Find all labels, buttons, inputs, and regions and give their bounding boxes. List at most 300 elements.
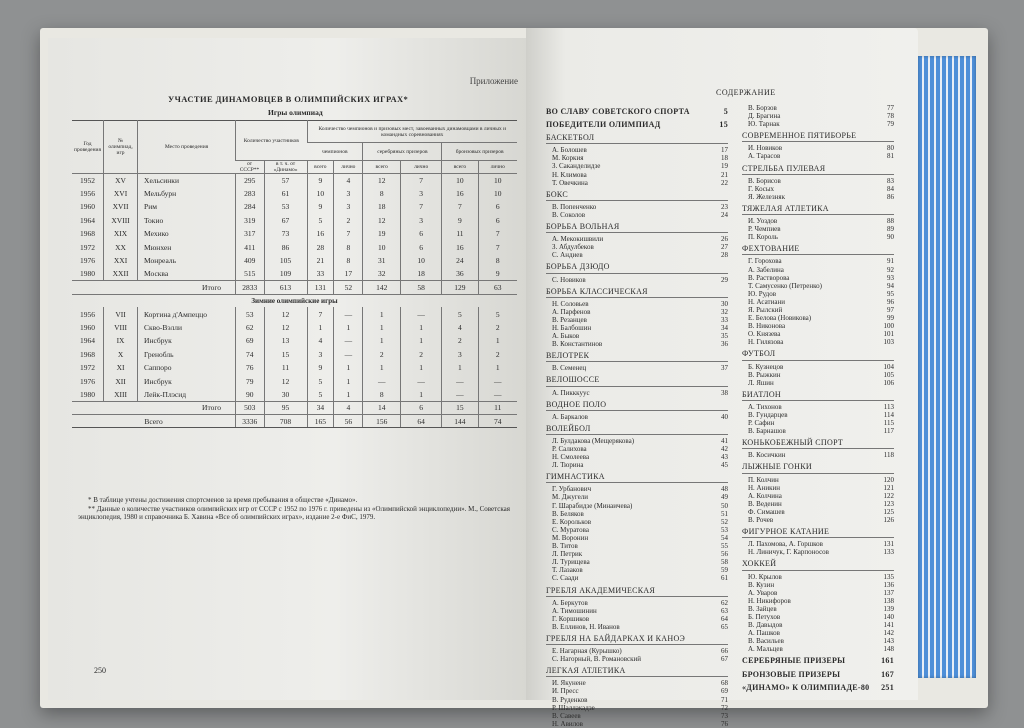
contents-entry: В. Резанцев 33	[552, 315, 728, 324]
table-cell: 317	[236, 227, 265, 240]
table-cell: 1960	[80, 322, 96, 332]
table-cell: —	[334, 348, 363, 361]
table-cell: Инсбрук	[138, 374, 236, 387]
table-cell: 7	[442, 200, 478, 213]
contents-entry: В. Зайцев 139	[748, 604, 894, 613]
table-row	[72, 307, 517, 320]
contents-section: ВЕЛОТРЕК	[546, 352, 728, 362]
contents-entry: А. Забелина 92	[748, 265, 894, 274]
left-page	[48, 38, 526, 700]
table-cell: 1972	[80, 242, 96, 252]
table-cell: Рим	[138, 200, 236, 213]
table-cell: XI	[104, 361, 138, 374]
table-cell: —	[400, 374, 441, 387]
contents-entry: Г. Коршиков 64	[552, 614, 728, 623]
table-cell: 2	[478, 321, 517, 334]
contents-entry: В. Растворова 93	[748, 273, 894, 282]
table-cell: 3	[307, 348, 334, 361]
table-cell: 515	[236, 267, 265, 280]
table-cell: 74	[236, 348, 265, 361]
total-label: Итого	[72, 401, 236, 414]
contents-entry: А. Быков 35	[552, 332, 728, 341]
table-cell: 79	[236, 374, 265, 387]
table-cell: 1	[363, 307, 401, 320]
contents-section: ГРЕБЛЯ АКАДЕМИЧЕСКАЯ	[546, 587, 728, 597]
table-cell: 8	[334, 240, 363, 253]
table-cell: 12	[264, 321, 307, 334]
table-row	[72, 388, 517, 401]
table-cell: 5	[307, 214, 334, 227]
table-cell: 67	[264, 214, 307, 227]
footnote-1: * В таблице учтены достижения спортсменов за время пребывания в обществе «Динамо».	[88, 496, 358, 504]
contents-entry: С. Саади 61	[552, 574, 728, 583]
table-cell: 30	[264, 388, 307, 401]
contents-entry: В. Соколов 24	[552, 210, 728, 219]
table-cell: 3	[400, 187, 441, 200]
contents-entry: С. Новиков 29	[552, 275, 728, 284]
contents-entry: Г. Косых 84	[748, 184, 894, 193]
contents-entry: Н. Асатиани 96	[748, 297, 894, 306]
table-cell: 57	[264, 174, 307, 187]
contents-entry: И. Новиков 80	[748, 144, 894, 153]
table-cell: 4	[442, 321, 478, 334]
table-cell: 3	[442, 348, 478, 361]
contents-entry: В. Кузин 136	[748, 580, 894, 589]
table-cell: 86	[264, 240, 307, 253]
contents-entry: П. Колчин 120	[748, 475, 894, 484]
table-cell: 2	[363, 348, 401, 361]
contents-entry: А. Уваров 137	[748, 588, 894, 597]
table-cell: 105	[264, 254, 307, 267]
table-cell: 503	[236, 401, 265, 414]
table-cell: 7	[307, 307, 334, 320]
contents-entry: А. Пашков 142	[748, 629, 894, 638]
table-cell: 1	[400, 321, 441, 334]
contents-entry: М. Коркия 18	[552, 154, 728, 163]
contents-section: БРОНЗОВЫЕ ПРИЗЕРЫ 167	[742, 669, 894, 679]
contents-entry: А. Мальцев 148	[748, 645, 894, 654]
table-cell: 2	[442, 334, 478, 347]
contents-section: КОНЬКОБЕЖНЫЙ СПОРТ	[742, 439, 894, 449]
table-cell: 284	[236, 200, 265, 213]
contents-entry: З. Саканделидзе 19	[552, 162, 728, 171]
table-cell: 3	[334, 187, 363, 200]
table-row	[72, 374, 517, 387]
contents-entry: Н. Гилязова 103	[748, 338, 894, 347]
table-cell: 4	[334, 174, 363, 187]
table-cell: 24	[442, 254, 478, 267]
table-cell: 11	[442, 227, 478, 240]
table-cell: 18	[400, 267, 441, 280]
table-cell: 32	[363, 267, 401, 280]
table-cell: Мехико	[138, 227, 236, 240]
header-from-ussr: от СССР**	[236, 161, 265, 174]
contents-entry: Р. Шаллакадзе 72	[552, 703, 728, 712]
contents-section: БОРЬБА ДЗЮДО	[546, 263, 728, 273]
contents-entry: А. Пикккуус 38	[552, 388, 728, 397]
contents-entry: П. Король 90	[748, 233, 894, 242]
contents-entry: В. Косичкин 118	[748, 451, 894, 460]
contents-section: ФЕХТОВАНИЕ	[742, 245, 894, 255]
contents-entry: Я. Железняк 86	[748, 192, 894, 201]
table-cell: 1	[400, 388, 441, 401]
table-cell: 5	[307, 388, 334, 401]
contents-section: «ДИНАМО» К ОЛИМПИАДЕ-80 251	[742, 682, 894, 692]
contents-entry: В. Руденков 71	[552, 695, 728, 704]
contents-entry: Е. Белова (Новикова) 99	[748, 314, 894, 323]
table-cell: 2	[478, 348, 517, 361]
contents-entry: И. Уоздов 88	[748, 217, 894, 226]
header-year: Год проведения	[72, 121, 104, 174]
table-cell: 142	[363, 281, 401, 294]
contents-entry: Б. Кузнецов 104	[748, 362, 894, 371]
table-cell: 1	[334, 388, 363, 401]
table-cell: XX	[104, 240, 138, 253]
contents-entry: Р. Сафин 115	[748, 419, 894, 428]
table-cell: XXI	[104, 254, 138, 267]
table-cell: 8	[478, 254, 517, 267]
table-cell: 1968	[80, 229, 96, 239]
total-label: Всего	[72, 415, 236, 428]
contents-section: ЛЕГКАЯ АТЛЕТИКА	[546, 667, 728, 677]
contents-entry: В. Еллинов, Н. Иванов 65	[552, 622, 728, 631]
table-cell: 165	[307, 415, 334, 428]
table-cell: 10	[478, 174, 517, 187]
contents-entry: Л. Булдакова (Мещерякова) 41	[552, 436, 728, 445]
table-cell: XVII	[104, 200, 138, 213]
contents-entry: В. Попенченко 23	[552, 202, 728, 211]
table-cell: 109	[264, 267, 307, 280]
table-row	[72, 254, 517, 267]
table-title: УЧАСТИЕ ДИНАМОВЦЕВ В ОЛИМПИЙСКИХ ИГРАХ*	[168, 94, 409, 104]
footnote-2: ** Данные о количестве участников олимпийских игр от СССР с 1952 по 1976 г. приведены из «Олимпийской энциклопедии». М., Советская энциклопедия, 1980 и справочника Б. Хавина «Все об олимпийских играх», издание 2-е ФиС, 1979.	[78, 504, 510, 522]
grand-row	[72, 415, 517, 428]
contents-section: ВЕЛОШОССЕ	[546, 376, 728, 386]
table-cell: 1	[363, 334, 401, 347]
table-cell: 129	[442, 281, 478, 294]
table-cell: Лейк-Плэсид	[138, 388, 236, 401]
contents-entry: А. Парфенов 32	[552, 307, 728, 316]
table-cell: 9	[307, 200, 334, 213]
table-cell: 7	[400, 174, 441, 187]
contents-entry: Ю. Тарнак 79	[748, 120, 894, 129]
table-cell: Хельсинки	[138, 174, 236, 187]
table-cell: 283	[236, 187, 265, 200]
page-number: 250	[94, 666, 106, 675]
book-edge-stripes	[918, 56, 976, 678]
contents-entry: Г. Горохова 91	[748, 257, 894, 266]
table-cell: 13	[264, 334, 307, 347]
table-cell: —	[400, 307, 441, 320]
table-cell: 1	[442, 361, 478, 374]
table-cell: 69	[236, 334, 265, 347]
table-cell: 6	[400, 401, 441, 414]
table-cell: 319	[236, 214, 265, 227]
contents-entry: Д. Брагина 78	[748, 112, 894, 121]
table-cell: 131	[307, 281, 334, 294]
table-cell: 21	[307, 254, 334, 267]
table-cell: 10	[363, 240, 401, 253]
contents-entry: Я. Рылский 97	[748, 305, 894, 314]
contents-entry: С. Муратова 53	[552, 525, 728, 534]
contents-entry: М. Джугели 49	[552, 493, 728, 502]
table-row	[72, 174, 517, 187]
contents-section: ТЯЖЕЛАЯ АТЛЕТИКА	[742, 205, 894, 215]
table-cell: 9	[307, 174, 334, 187]
contents-entry: О. Князева 101	[748, 330, 894, 339]
table-cell: 1	[334, 321, 363, 334]
table-cell: XV	[104, 174, 138, 187]
contents-entry: В. Никонова 100	[748, 322, 894, 331]
table-cell: XXII	[104, 267, 138, 280]
table-cell: Скво-Вэлли	[138, 321, 236, 334]
table-cell: 1952	[80, 175, 96, 185]
contents-entry: Л. Яшин 106	[748, 378, 894, 387]
table-cell: 33	[307, 267, 334, 280]
contents-entry: А. Тимошинин 63	[552, 606, 728, 615]
table-cell: 53	[236, 307, 265, 320]
table-cell: 156	[363, 415, 401, 428]
contents-entry: Л. Турищева 58	[552, 558, 728, 567]
table-cell: 31	[363, 254, 401, 267]
table-cell: 2	[334, 214, 363, 227]
table-cell: 1964	[80, 336, 96, 346]
contents-entry: В. Барнашов 117	[748, 427, 894, 436]
contents-entry: А. Колчина 122	[748, 491, 894, 500]
contents-section: ХОККЕЙ	[742, 560, 894, 570]
header-personal: лично	[478, 161, 517, 174]
open-book	[40, 28, 988, 728]
table-row	[72, 267, 517, 280]
contents-entry: Н. Балбошин 34	[552, 323, 728, 332]
table-row	[72, 200, 517, 213]
table-cell: XVI	[104, 187, 138, 200]
winter-games-subtitle: Зимние олимпийские игры	[251, 296, 338, 305]
table-cell: 1	[478, 334, 517, 347]
table-cell: 11	[478, 401, 517, 414]
contents-entry: Н. Аникин 121	[748, 483, 894, 492]
contents-entry: А. Тихонов 113	[748, 402, 894, 411]
table-cell: 16	[307, 227, 334, 240]
contents-entry: В. Рыжкин 105	[748, 370, 894, 379]
contents-entry: А. Болошев 17	[552, 146, 728, 155]
contents-section: БОКС	[546, 191, 728, 201]
contents-entry: А. Тарасов 81	[748, 152, 894, 161]
table-cell: 19	[363, 227, 401, 240]
table-cell: Инсбрук	[138, 334, 236, 347]
table-row	[72, 227, 517, 240]
table-cell: 8	[334, 254, 363, 267]
table-cell: 409	[236, 254, 265, 267]
table-row	[72, 240, 517, 253]
table-cell: 11	[264, 361, 307, 374]
table-cell: Кортина д'Ампеццо	[138, 307, 236, 320]
table-cell: 1976	[80, 376, 96, 386]
table-cell: IX	[104, 334, 138, 347]
contents-section: ВО СЛАВУ СОВЕТСКОГО СПОРТА 5	[546, 107, 728, 116]
table-cell: 76	[236, 361, 265, 374]
table-cell: 14	[363, 401, 401, 414]
contents-column-2	[742, 104, 894, 695]
table-cell: Монреаль	[138, 254, 236, 267]
table-cell: 15	[442, 401, 478, 414]
table-cell: 1	[334, 374, 363, 387]
contents-entry: В. Васильев 143	[748, 637, 894, 646]
table-cell: 1	[363, 321, 401, 334]
header-num: № олимпиад, игр	[104, 121, 138, 174]
table-cell: Мюнхен	[138, 240, 236, 253]
contents-section: БОРЬБА ВОЛЬНАЯ	[546, 223, 728, 233]
table-cell: 12	[264, 307, 307, 320]
table-cell: 61	[264, 187, 307, 200]
table-cell: 9	[442, 214, 478, 227]
table-cell: 7	[400, 200, 441, 213]
table-cell: —	[478, 388, 517, 401]
contents-entry: Н. Линичук, Г. Карпоносов 133	[748, 548, 894, 557]
table-cell: 8	[363, 388, 401, 401]
table-cell: 708	[264, 415, 307, 428]
table-cell: VII	[104, 307, 138, 320]
header-personal: лично	[334, 161, 363, 174]
table-cell: 295	[236, 174, 265, 187]
olympic-participation-table	[72, 120, 517, 428]
contents-section: БИАТЛОН	[742, 391, 894, 401]
table-row	[72, 214, 517, 227]
table-body	[72, 174, 517, 428]
table-cell: VIII	[104, 321, 138, 334]
contents-entry: Н. Никифоров 138	[748, 596, 894, 605]
table-cell: 4	[334, 401, 363, 414]
table-row	[72, 334, 517, 347]
header-total: всего	[307, 161, 334, 174]
table-cell: XIX	[104, 227, 138, 240]
contents-entry: Б. Петухов 140	[748, 612, 894, 621]
contents-entry: В. Константинов 36	[552, 340, 728, 349]
header-participants: Количество участников	[236, 121, 308, 161]
table-cell: 15	[264, 348, 307, 361]
contents-entry: В. Давыдов 141	[748, 621, 894, 630]
contents-entry: Е. Нагарная (Курышко) 66	[552, 647, 728, 656]
contents-section: ФИГУРНОЕ КАТАНИЕ	[742, 528, 894, 538]
table-cell: 10	[400, 254, 441, 267]
table-row	[72, 187, 517, 200]
table-cell: 53	[264, 200, 307, 213]
table-cell: 411	[236, 240, 265, 253]
table-cell: Токио	[138, 214, 236, 227]
table-cell: 10	[442, 174, 478, 187]
contents-entry: В. Борисов 83	[748, 176, 894, 185]
table-cell: 1980	[80, 269, 96, 279]
contents-entry: В. Беляков 51	[552, 509, 728, 518]
table-cell: 1	[363, 361, 401, 374]
table-cell: 1980	[80, 389, 96, 399]
contents-section: ФУТБОЛ	[742, 350, 894, 360]
table-cell: 6	[478, 214, 517, 227]
contents-entry: В. Веденин 123	[748, 499, 894, 508]
table-cell: 56	[334, 415, 363, 428]
total-row	[72, 281, 517, 294]
contents-entry: Н. Климова 21	[552, 170, 728, 179]
header-total: всего	[363, 161, 401, 174]
total-row	[72, 401, 517, 414]
table-cell: 9	[307, 361, 334, 374]
contents-section: ЛЫЖНЫЕ ГОНКИ	[742, 463, 894, 473]
right-page	[526, 28, 918, 728]
summer-games-subtitle: Игры олимпиад	[268, 108, 323, 117]
table-cell: 74	[478, 415, 517, 428]
table-cell: 1968	[80, 349, 96, 359]
table-cell: —	[334, 334, 363, 347]
contents-section: ВОЛЕЙБОЛ	[546, 425, 728, 435]
header-total: всего	[442, 161, 478, 174]
table-cell: 1976	[80, 256, 96, 266]
contents-section: СТРЕЛЬБА ПУЛЕВАЯ	[742, 165, 894, 175]
table-cell: 90	[236, 388, 265, 401]
table-cell: 16	[442, 187, 478, 200]
header-silver: серебряных призеров	[363, 143, 442, 161]
table-cell: 7	[478, 227, 517, 240]
header-personal: лично	[400, 161, 441, 174]
contents-entry: Н. Авилов 76	[552, 719, 728, 728]
contents-entry: З. Абдулбеков 27	[552, 243, 728, 252]
table-cell: 73	[264, 227, 307, 240]
table-cell: 8	[363, 187, 401, 200]
table-row	[72, 348, 517, 361]
table-row	[72, 321, 517, 334]
table-cell: XIII	[104, 388, 138, 401]
contents-entry: Л. Петрик 56	[552, 550, 728, 559]
contents-entry: В. Рочев 126	[748, 516, 894, 525]
contents-entry: Р. Чемпиев 89	[748, 225, 894, 234]
table-cell: 2833	[236, 281, 265, 294]
table-cell: Гренобль	[138, 348, 236, 361]
table-cell: —	[442, 374, 478, 387]
table-cell: 10	[478, 187, 517, 200]
contents-entry: Р. Салихова 42	[552, 445, 728, 453]
section-header: Приложение	[469, 76, 518, 86]
table-cell: 1	[400, 334, 441, 347]
table-cell: 6	[478, 200, 517, 213]
header-winners: Количество чемпионов и призовых мест, завоеванных динамовцами в личных и командных соревнованиях	[307, 121, 517, 143]
contents-entry: Т. Лазаков 59	[552, 566, 728, 575]
table-cell: 1956	[80, 189, 96, 199]
table-cell: 1972	[80, 363, 96, 373]
table-cell: 16	[442, 240, 478, 253]
contents-entry: В. Семенец 37	[552, 364, 728, 373]
table-cell: Москва	[138, 267, 236, 280]
table-cell: 5	[307, 374, 334, 387]
contents-section: БАСКЕТБОЛ	[546, 134, 728, 144]
contents-entry: А. Баркалов 40	[552, 412, 728, 421]
contents-section: БОРЬБА КЛАССИЧЕСКАЯ	[546, 288, 728, 298]
contents-entry: В. Савеев 73	[552, 711, 728, 720]
contents-entry: В. Титов 55	[552, 542, 728, 551]
table-cell: 9	[478, 267, 517, 280]
table-cell: 1	[478, 361, 517, 374]
table-cell: 3	[334, 200, 363, 213]
contents-entry: С. Андиев 28	[552, 251, 728, 260]
table-cell: 5	[442, 307, 478, 320]
table-row	[72, 361, 517, 374]
contents-entry: Н. Смолеева 43	[552, 453, 728, 462]
table-cell: 36	[442, 267, 478, 280]
table-cell: 12	[363, 174, 401, 187]
contents-entry: Ю. Рудов 95	[748, 289, 894, 298]
table-cell: X	[104, 348, 138, 361]
contents-entry: Л. Тюрина 45	[552, 461, 728, 470]
contents-entry: Г. Шарабидзе (Минаичева) 50	[552, 501, 728, 510]
table-cell: 2	[400, 348, 441, 361]
